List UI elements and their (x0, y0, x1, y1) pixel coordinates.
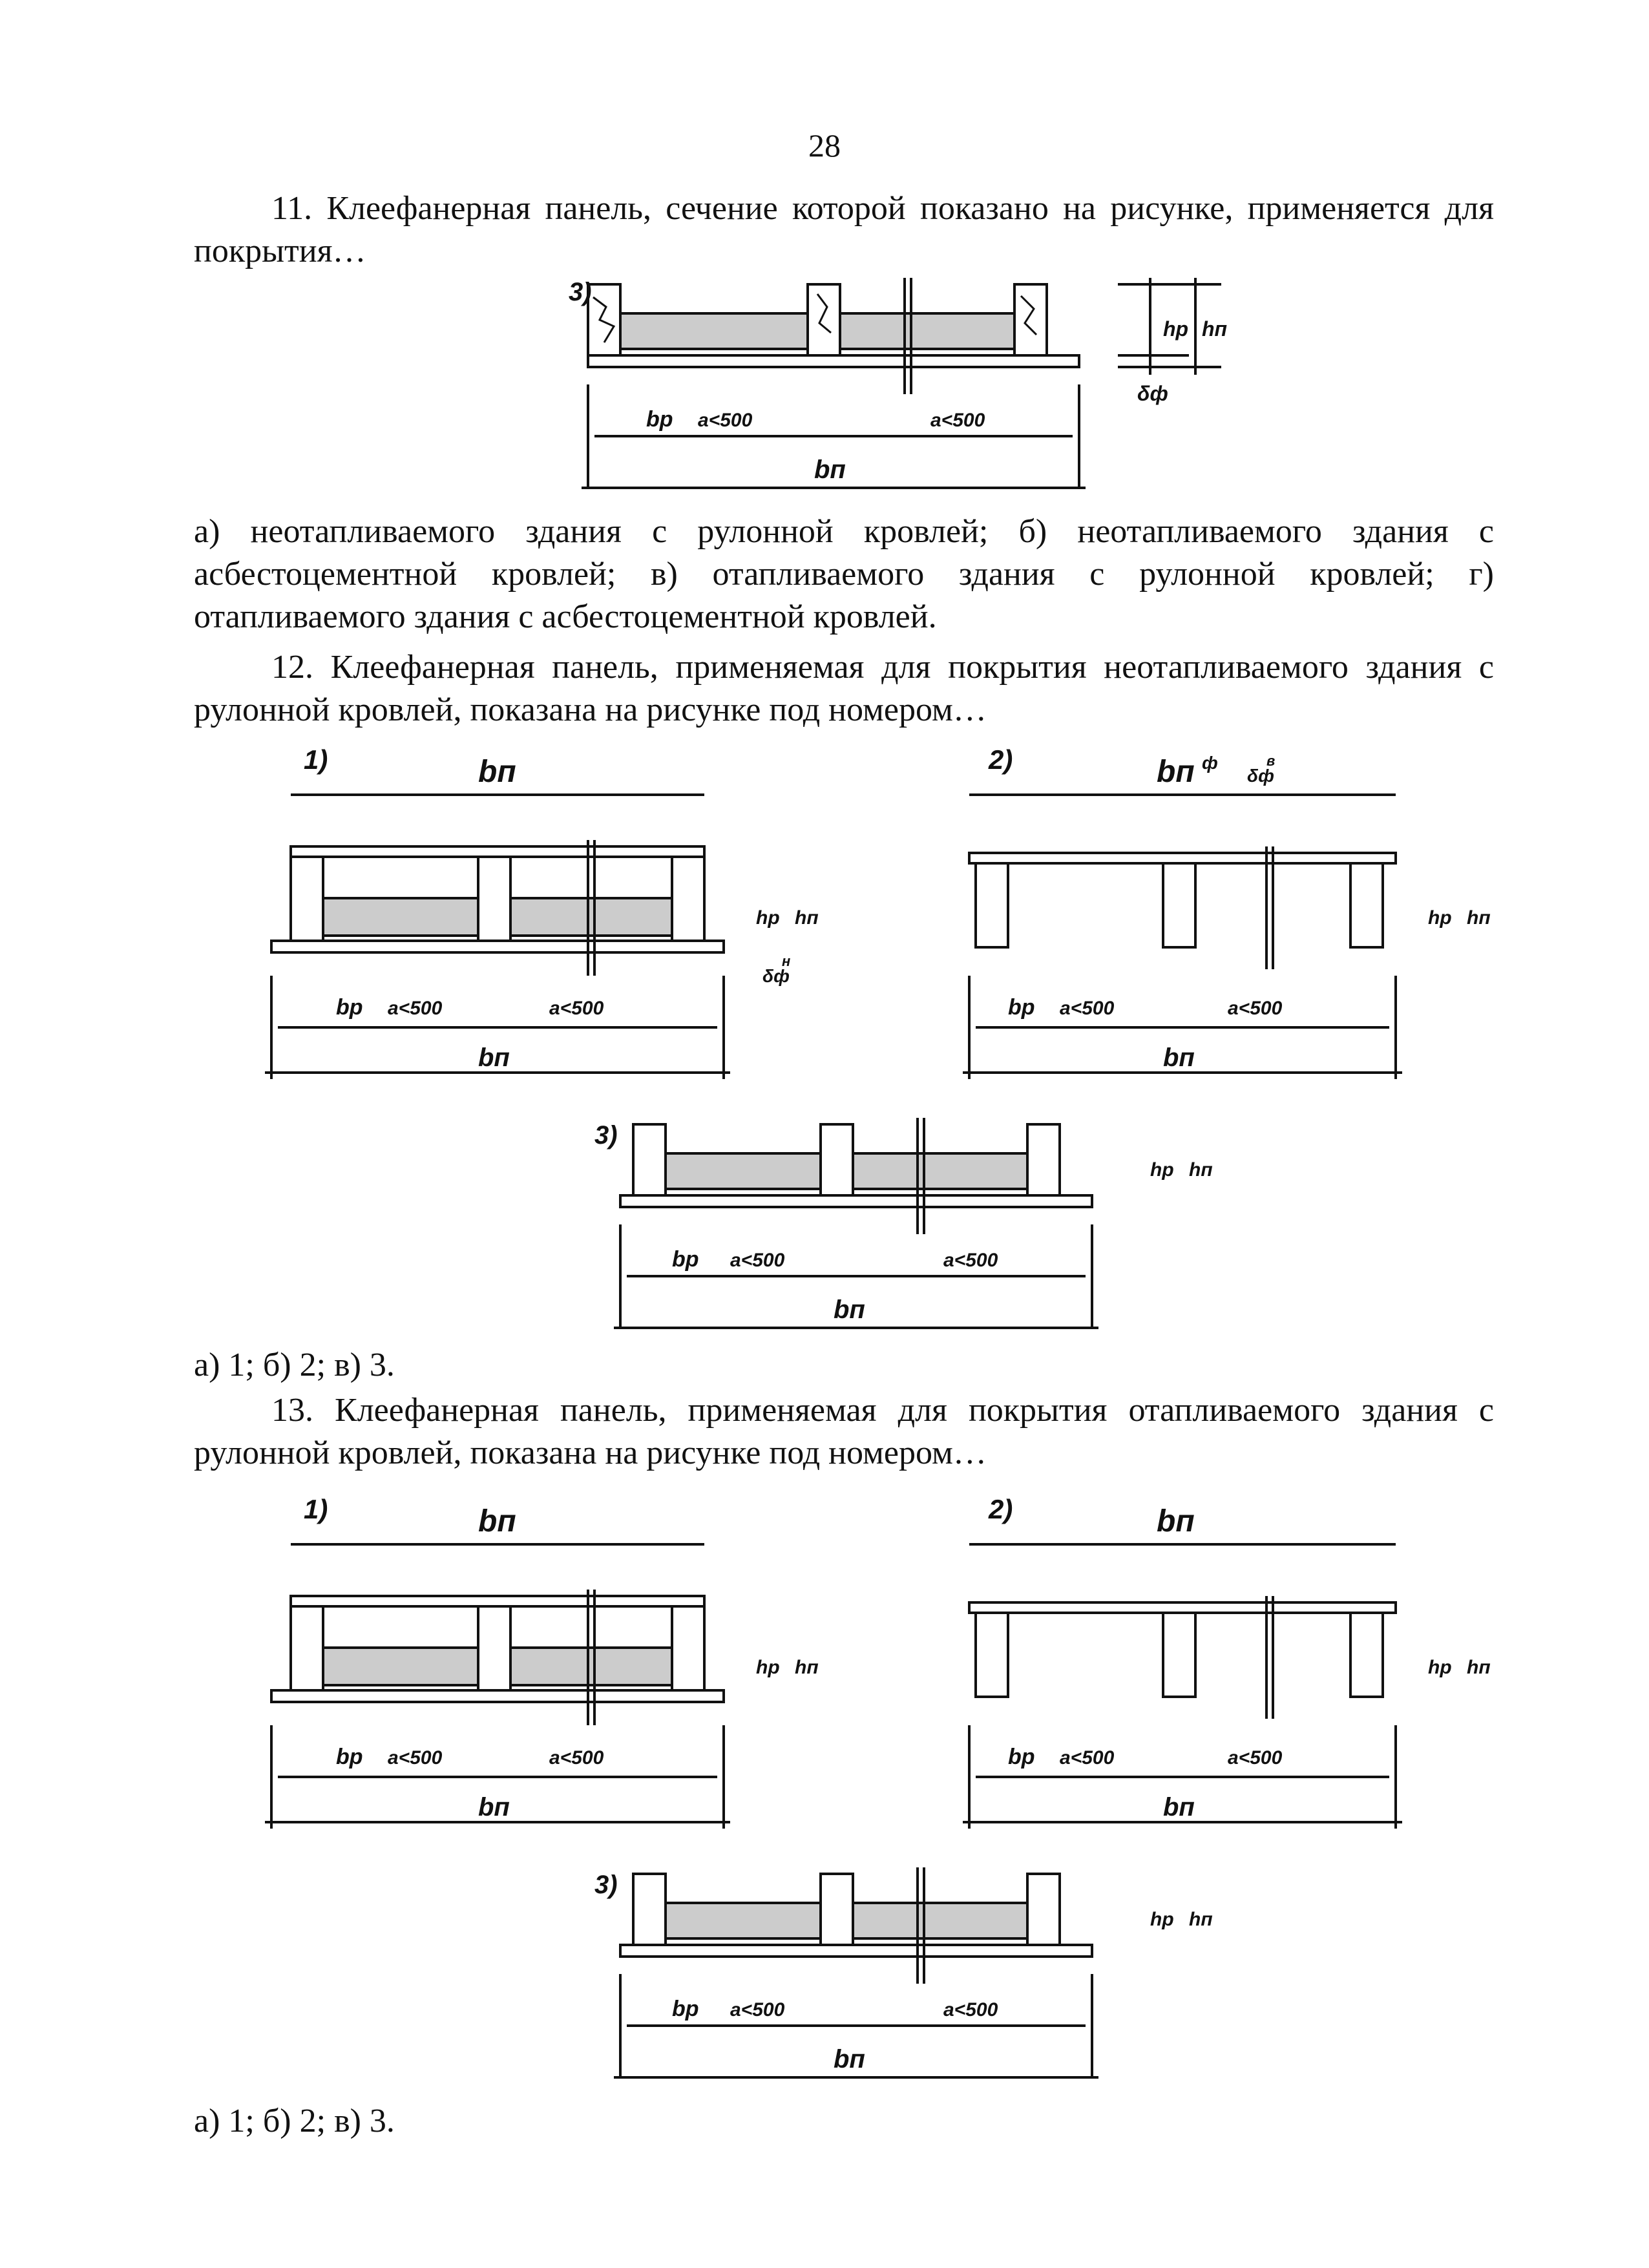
label-h-p: hр (756, 1657, 780, 1678)
label-b-p: bр (672, 1997, 699, 2021)
label-a-left: a<500 (730, 1999, 785, 2021)
label-h-p: hр (1428, 1657, 1452, 1678)
page-number: 28 (808, 127, 841, 163)
label-h-p: hр (1150, 1159, 1174, 1181)
label-a-right: a<500 (930, 410, 985, 431)
figure-label-2: 2) (989, 1494, 1013, 1524)
label-h-n: hп (1467, 1657, 1491, 1678)
label-b-n: bп (834, 1296, 865, 1324)
figure-label-3: 3) (569, 278, 592, 306)
label-b-n-top: bп (1157, 755, 1195, 789)
figure-label-2: 2) (989, 744, 1013, 775)
label-a-left: a<500 (388, 1747, 443, 1769)
label-b-n: bп (1163, 1793, 1195, 1822)
label-a-right: a<500 (943, 1999, 998, 2021)
label-b-p: bр (1008, 995, 1035, 1020)
label-b-p: bр (336, 995, 363, 1020)
label-h-p: hр (1150, 1909, 1174, 1930)
label-h-n: hп (1189, 1909, 1213, 1930)
label-b-n-top: bп (478, 1504, 516, 1538)
label-a-left: a<500 (1060, 998, 1115, 1019)
label-a-left: a<500 (388, 998, 443, 1019)
label-h-n: hп (795, 907, 819, 929)
label-b-n-top: bп (478, 755, 516, 789)
label-a-left: a<500 (698, 410, 753, 431)
label-a-right: a<500 (549, 998, 604, 1019)
question-12-text: 12. Клеефанерная панель, применяемая для покрытия неотапливаемого здания с рулонной кровлей, показана на рисунке под номером… (194, 649, 1494, 728)
label-h-n: hп (795, 1657, 819, 1678)
label-b-n-top: bп (1157, 1504, 1195, 1538)
label-a-right: a<500 (1228, 998, 1283, 1019)
label-a-left: a<500 (1060, 1747, 1115, 1769)
label-h-p: hр (756, 907, 780, 929)
label-b-p: bр (1008, 1745, 1035, 1769)
label-b-n: bп (814, 456, 846, 484)
label-a-right: a<500 (943, 1250, 998, 1271)
question-13-text: 13. Клеефанерная панель, применяемая для покрытия отапливаемого здания с рулонной кровлей, показана на рисунке под номером… (194, 1392, 1494, 1471)
label-a-right: a<500 (549, 1747, 604, 1769)
figure-label-3: 3) (594, 1871, 618, 1899)
label-a-right: a<500 (1228, 1747, 1283, 1769)
label-h-n: hп (1189, 1159, 1213, 1181)
figure-label-1: 1) (304, 744, 328, 775)
label-b-n: bп (478, 1044, 510, 1072)
label-h-p: hр (1428, 907, 1452, 929)
label-delta-top: δф (1247, 766, 1274, 786)
question-11-text: 11. Клеефанерная панель, сечение которой показано на рисунке, применяется для покрытия… (194, 190, 1494, 269)
label-a-left: a<500 (730, 1250, 785, 1271)
question-12-answers: а) 1; б) 2; в) 3. (194, 1347, 395, 1383)
label-delta-bottom: δф (762, 966, 790, 986)
question-11-answers: а) неотапливаемого здания с рулонной кровлей; б) неотапливаемого здания с асбестоцементной кровлей; в) отапливаемого здания с рулонной кровлей; г) отапливаемого здания с асбестоцементной кровлей. (194, 513, 1494, 635)
label-b-n: bп (1163, 1044, 1195, 1072)
label-b-n-sup-q12-1: ф (1202, 753, 1218, 773)
label-h-p: hр (1163, 317, 1189, 341)
label-h-n: hп (1202, 317, 1228, 341)
figure-label-3: 3) (594, 1121, 618, 1150)
label-b-p: bр (646, 407, 673, 432)
label-delta: δф (1137, 382, 1168, 405)
label-b-n: bп (834, 2045, 865, 2074)
figure-label-1: 1) (304, 1494, 328, 1524)
label-b-p: bр (672, 1247, 699, 1272)
label-b-p: bр (336, 1745, 363, 1769)
label-h-n: hп (1467, 907, 1491, 929)
label-delta-bottom-sup: н (782, 953, 791, 969)
label-delta-top-sup: в (1266, 753, 1276, 769)
question-13-answers: а) 1; б) 2; в) 3. (194, 2103, 395, 2139)
label-b-n: bп (478, 1793, 510, 1822)
